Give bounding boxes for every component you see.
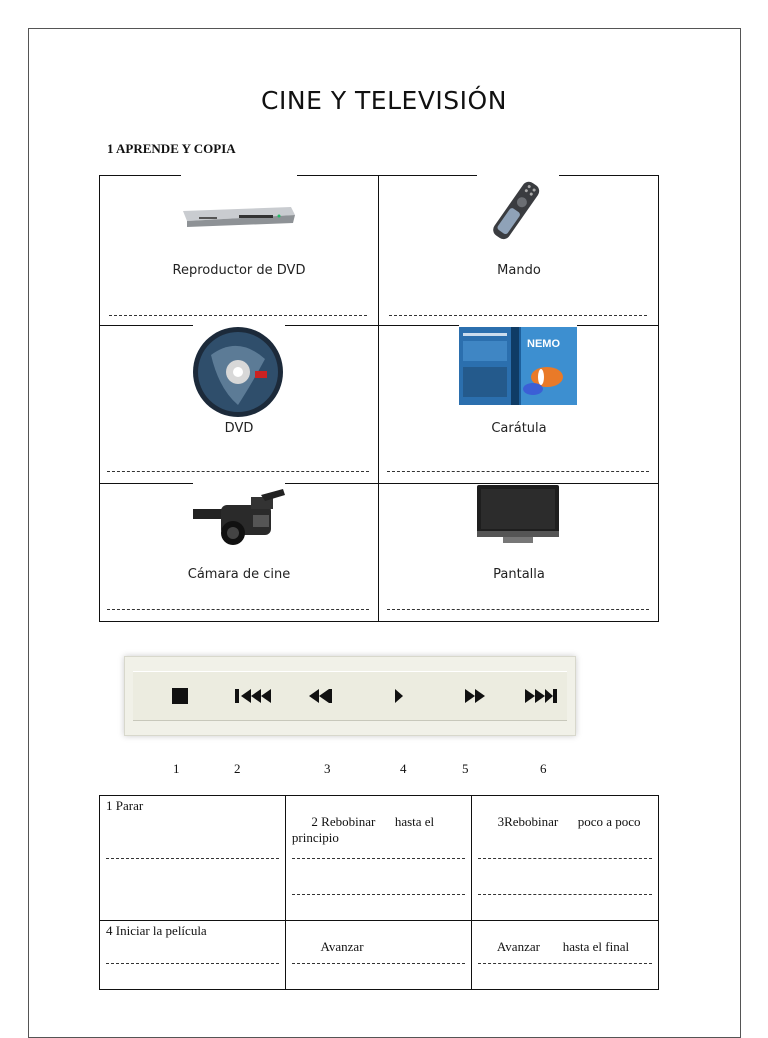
dvd-disc-icon <box>191 325 285 419</box>
control-number: 4 <box>400 761 407 776</box>
skip-to-start-icon <box>233 685 273 707</box>
card-camera <box>99 483 379 621</box>
control-number: 1 <box>173 761 180 776</box>
answer-line <box>109 315 367 316</box>
card-dvd-player <box>99 175 379 325</box>
card-label: Cámara de cine <box>187 567 291 582</box>
control-number: 3 <box>324 761 331 776</box>
vocabulary-grid <box>99 175 659 622</box>
table-row <box>100 796 659 921</box>
table-cell <box>100 921 286 990</box>
answer-line <box>107 471 369 472</box>
section-heading: 1 APRENDE Y COPIA <box>107 141 236 156</box>
media-controls-bar <box>124 656 576 736</box>
action-label: 2 Rebobinar hasta el principio <box>291 814 438 845</box>
table-cell <box>285 796 471 921</box>
skip-to-end-icon <box>523 685 559 707</box>
card-cover <box>379 325 659 483</box>
action-label: 1 Parar <box>106 798 144 813</box>
table-cell <box>472 921 659 990</box>
card-screen <box>379 483 659 621</box>
play-icon <box>391 685 407 707</box>
control-number: 6 <box>540 761 547 776</box>
action-label: Avanzar <box>311 939 364 954</box>
table-cell <box>100 796 286 921</box>
dvd-cover-icon <box>459 327 577 405</box>
table-row <box>100 921 659 990</box>
control-number: 5 <box>462 761 469 776</box>
answer-line <box>387 471 649 472</box>
answer-line <box>387 609 649 610</box>
dvd-player-icon <box>179 201 299 231</box>
card-label: Pantalla <box>493 567 545 582</box>
actions-table <box>99 795 659 990</box>
answer-line <box>107 609 369 610</box>
action-label: 3Rebobinar poco a poco <box>497 814 641 829</box>
video-camera-icon <box>191 489 287 553</box>
card-dvd <box>99 325 379 483</box>
action-label: Avanzar hasta el final <box>496 939 630 954</box>
table-cell <box>285 921 471 990</box>
answer-line <box>389 315 647 316</box>
card-label: Mando <box>497 263 541 278</box>
rewind-icon <box>305 685 335 707</box>
control-number: 2 <box>234 761 241 776</box>
table-cell <box>472 796 659 921</box>
card-remote <box>379 175 659 325</box>
stop-icon <box>169 685 191 707</box>
card-label: DVD <box>224 421 254 436</box>
page-title: CINE Y TELEVISIÓN <box>261 86 507 115</box>
card-label: Reproductor de DVD <box>172 263 306 278</box>
tv-screen-icon <box>477 485 559 545</box>
remote-control-icon <box>479 175 555 247</box>
action-label: 4 Iniciar la película <box>106 923 207 938</box>
card-label: Carátula <box>491 421 547 436</box>
svg-text:NEMO: NEMO <box>527 338 560 350</box>
fast-forward-icon <box>461 685 491 707</box>
